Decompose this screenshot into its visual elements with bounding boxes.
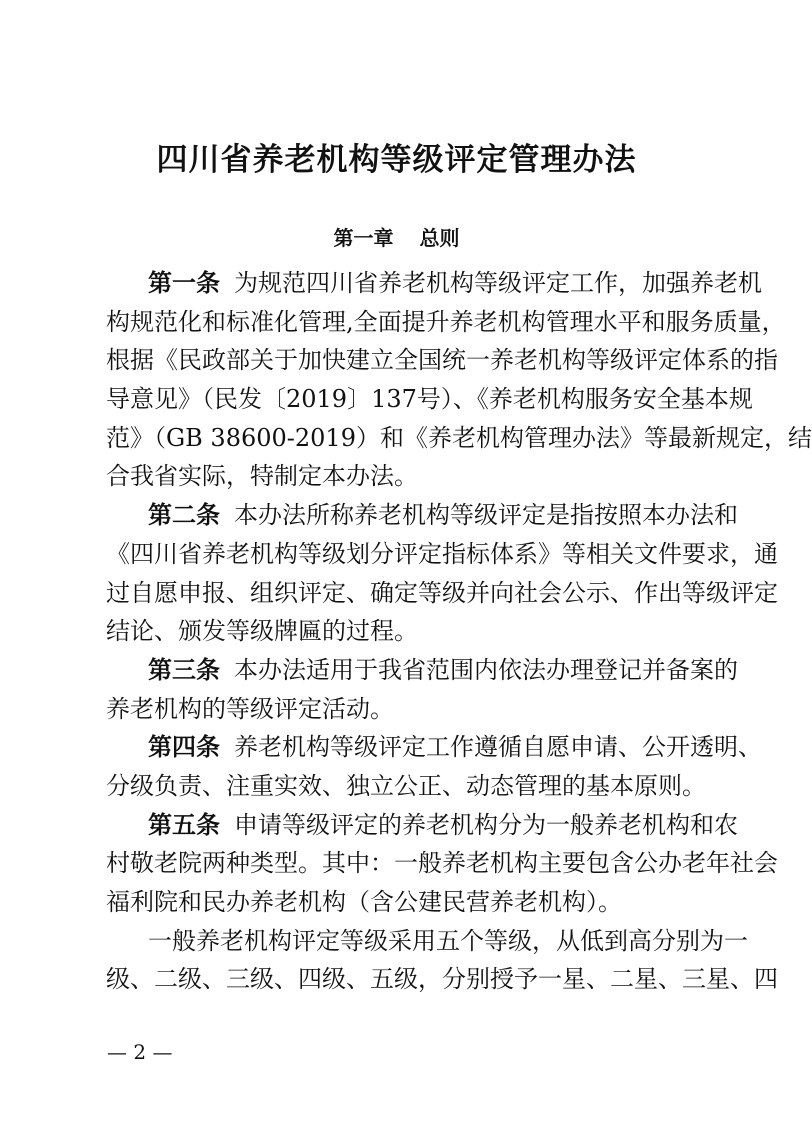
text-line (106, 651, 738, 690)
line-text: 范》（GB 38600-2019）和《养老机构管理办法》等最新规定，结 (106, 423, 812, 452)
article-paragraph (106, 651, 738, 728)
text-line (106, 883, 692, 922)
article-label: 第一条 (148, 268, 220, 297)
line-text: 根据《民政部关于加快建立全国统一养老机构等级评定体系的指 (106, 346, 778, 375)
document-body (106, 264, 812, 999)
text-line (106, 264, 762, 303)
document-title: 四川省养老机构等级评定管理办法 (156, 142, 637, 178)
text-line (106, 612, 692, 651)
line-text: 构规范化和标准化管理,全面提升养老机构管理水平和服务质量， (106, 307, 786, 336)
article-paragraph (106, 922, 778, 999)
line-text: 申请等级评定的养老机构分为一般养老机构和农 (234, 810, 738, 839)
text-line (106, 380, 753, 419)
line-text: 村敬老院两种类型。其中：一般养老机构主要包含公办老年社会 (106, 849, 778, 878)
article-paragraph (106, 806, 778, 922)
line-text: 养老机构等级评定工作遵循自愿申请、公开透明、 (234, 733, 762, 762)
article-paragraph (106, 728, 762, 805)
article-label: 第五条 (148, 809, 220, 839)
line-text: 本办法所称养老机构等级评定是指按照本办法和 (234, 501, 738, 530)
line-text: 合我省实际，特制定本办法。 (106, 462, 418, 491)
chapter-name: 总则 (419, 226, 460, 250)
text-line (106, 419, 812, 458)
line-text: 本办法适用于我省范围内依法办理登记并备案的 (234, 655, 738, 684)
text-line (106, 806, 738, 845)
page-number: — 2 — (107, 1040, 173, 1064)
text-line (106, 303, 786, 342)
line-text: 导意见》（民发〔2019〕137号）、《养老机构服务安全基本规 (106, 385, 753, 414)
line-text: 分级负责、注重实效、独立公正、动态管理的基本原则。 (106, 771, 706, 800)
article-label: 第三条 (148, 654, 220, 684)
line-text: 一般养老机构评定等级采用五个等级，从低到高分别为一 (148, 926, 748, 955)
text-line (106, 535, 778, 574)
text-line (106, 690, 692, 729)
article-paragraph (106, 496, 778, 651)
line-text: 养老机构的等级评定活动。 (106, 694, 394, 723)
line-text: 过自愿申报、组织评定、确定等级并向社会公示、作出等级评定 (106, 578, 778, 607)
line-text: 《四川省养老机构等级划分评定指标体系》等相关文件要求，通 (106, 539, 778, 568)
text-line (106, 341, 778, 380)
text-line (106, 728, 762, 767)
text-line (106, 922, 748, 961)
text-line (106, 960, 778, 999)
line-text: 为规范四川省养老机构等级评定工作，加强养老机 (234, 269, 762, 297)
text-line (106, 574, 778, 613)
text-line (106, 767, 706, 806)
text-line (106, 457, 692, 496)
article-paragraph (106, 264, 812, 496)
article-label: 第二条 (148, 500, 220, 530)
line-text: 福利院和民办养老机构（含公建民营养老机构）。 (106, 888, 622, 916)
chapter-heading (0, 222, 793, 254)
text-line (106, 496, 738, 535)
chapter-number: 第一章 (333, 226, 394, 250)
text-line (106, 844, 778, 883)
line-text: 级、二级、三级、四级、五级，分别授予一星、二星、三星、四 (106, 965, 778, 994)
line-text: 结论、颁发等级牌匾的过程。 (106, 617, 418, 646)
article-label: 第四条 (148, 732, 220, 762)
